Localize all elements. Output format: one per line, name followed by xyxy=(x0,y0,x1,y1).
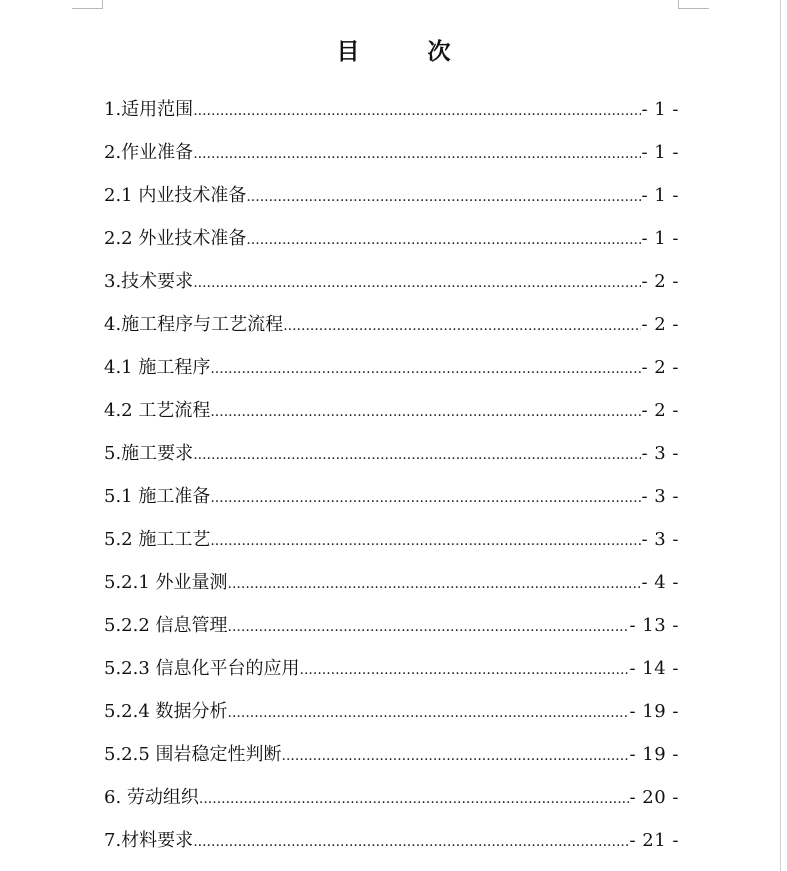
toc-entry[interactable] xyxy=(104,647,679,690)
toc-dot-leader xyxy=(228,606,630,647)
toc-entry-label: 4.施工程序与工艺流程 xyxy=(104,314,284,335)
toc-entry[interactable] xyxy=(104,346,679,389)
toc-entry-label: 5.2.5 围岩稳定性判断 xyxy=(104,744,282,765)
toc-dot-leader xyxy=(193,262,641,303)
toc-entry-page: - 2 - xyxy=(641,400,679,421)
toc-entry-page: - 2 - xyxy=(641,314,679,335)
toc-dot-leader xyxy=(283,305,641,346)
toc-entry-label: 5.2.2 信息管理 xyxy=(104,615,228,636)
toc-dot-leader xyxy=(228,692,630,733)
toc-list xyxy=(104,88,679,862)
toc-entry[interactable] xyxy=(104,174,679,217)
toc-entry[interactable] xyxy=(104,819,679,862)
toc-entry-page: - 3 - xyxy=(641,529,679,550)
toc-entry[interactable] xyxy=(104,217,679,260)
toc-entry-page: - 1 - xyxy=(641,99,679,120)
toc-entry-page: - 2 - xyxy=(641,357,679,378)
toc-entry-page: - 4 - xyxy=(641,572,679,593)
crop-mark-top-left xyxy=(72,0,103,9)
toc-dot-leader xyxy=(210,520,641,561)
toc-dot-leader xyxy=(193,90,641,131)
toc-dot-leader xyxy=(210,477,641,518)
toc-entry-label: 5.2.1 外业量测 xyxy=(104,572,228,593)
toc-entry[interactable] xyxy=(104,389,679,432)
toc-entry[interactable] xyxy=(104,475,679,518)
toc-dot-leader xyxy=(199,778,630,819)
toc-dot-leader xyxy=(210,391,641,432)
toc-entry-page: - 1 - xyxy=(641,185,679,206)
toc-dot-leader xyxy=(193,133,641,174)
toc-entry-label: 4.2 工艺流程 xyxy=(104,400,211,421)
toc-entry[interactable] xyxy=(104,561,679,604)
toc-entry[interactable] xyxy=(104,260,679,303)
toc-entry-page: - 3 - xyxy=(641,486,679,507)
toc-entry-label: 5.2 施工工艺 xyxy=(104,529,211,550)
crop-mark-top-right xyxy=(678,0,709,9)
toc-entry-page: - 19 - xyxy=(629,701,679,722)
toc-dot-leader xyxy=(246,219,641,260)
toc-entry-label: 5.1 施工准备 xyxy=(104,486,211,507)
toc-entry-label: 7.材料要求 xyxy=(104,830,194,851)
toc-entry-label: 3.技术要求 xyxy=(104,271,194,292)
toc-entry-label: 6. 劳动组织 xyxy=(104,787,199,808)
toc-entry-page: - 3 - xyxy=(641,443,679,464)
toc-dot-leader xyxy=(193,434,641,475)
toc-entry[interactable] xyxy=(104,733,679,776)
toc-entry-page: - 13 - xyxy=(629,615,679,636)
toc-entry[interactable] xyxy=(104,776,679,819)
toc-entry-label: 2.1 内业技术准备 xyxy=(104,185,247,206)
toc-dot-leader xyxy=(193,821,629,862)
toc-entry-page: - 20 - xyxy=(629,787,679,808)
toc-entry-page: - 19 - xyxy=(629,744,679,765)
toc-entry[interactable] xyxy=(104,88,679,131)
toc-entry-page: - 1 - xyxy=(641,142,679,163)
toc-entry-label: 2.2 外业技术准备 xyxy=(104,228,247,249)
toc-entry[interactable] xyxy=(104,690,679,733)
toc-entry[interactable] xyxy=(104,432,679,475)
toc-entry-label: 1.适用范围 xyxy=(104,99,194,120)
toc-entry-label: 5.施工要求 xyxy=(104,443,194,464)
toc-entry[interactable] xyxy=(104,518,679,561)
toc-entry-page: - 21 - xyxy=(629,830,679,851)
toc-entry[interactable] xyxy=(104,604,679,647)
toc-dot-leader xyxy=(300,649,630,690)
toc-entry-label: 5.2.3 信息化平台的应用 xyxy=(104,658,300,679)
toc-entry-label: 4.1 施工程序 xyxy=(104,357,211,378)
toc-title: 目 次 xyxy=(336,38,481,65)
page-edge-right xyxy=(780,0,781,871)
toc-entry-page: - 2 - xyxy=(641,271,679,292)
toc-dot-leader xyxy=(228,563,642,604)
toc-entry[interactable] xyxy=(104,303,679,346)
toc-entry-page: - 14 - xyxy=(629,658,679,679)
toc-entry-page: - 1 - xyxy=(641,228,679,249)
toc-dot-leader xyxy=(282,735,630,776)
toc-entry-label: 5.2.4 数据分析 xyxy=(104,701,228,722)
toc-dot-leader xyxy=(246,176,641,217)
toc-entry[interactable] xyxy=(104,131,679,174)
toc-entry-label: 2.作业准备 xyxy=(104,142,194,163)
toc-dot-leader xyxy=(210,348,641,389)
